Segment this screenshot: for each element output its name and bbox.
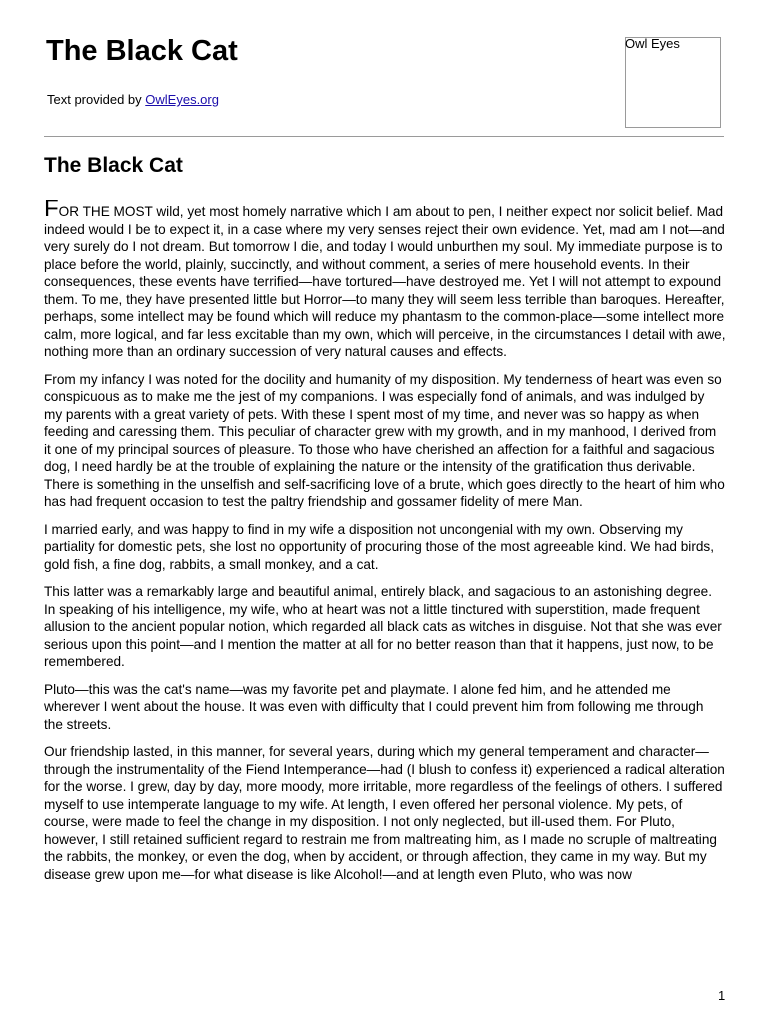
paragraph: This latter was a remarkably large and beautiful animal, entirely black, and sagacious to an astonishing degree. In speaking of his intelligence, my wife, who at heart was not a little tinctured with superstition, made frequent allusion to the ancient popular notion, which regarded all black cats as witches in disguise. Not that she was ever serious upon this point—and I mention the matter at all for no better reason than that it happens, just now, to be remembered.	[44, 584, 722, 669]
attribution-line	[47, 91, 219, 108]
paragraph: Our friendship lasted, in this manner, for several years, during which my general temperament and character—through the instrumentality of the Fiend Intemperance—had (I blush to confess it) experienced a radical alteration for the worse. I grew, day by day, more moody, more irritable, more regardless of the feelings of others. I suffered myself to use intemperate language to my wife. At length, I even offered her personal violence. My pets, of course, were made to feel the change in my disposition. I not only neglected, but ill-used them. For Pluto, however, I still retained sufficient regard to restrain me from maltreating him, as I made no scruple of maltreating the rabbits, the monkey, or even the dog, when by accident, or through affection, they came in my way. But my disease grew upon me—for what disease is like Alcohol!—and at length even Pluto, who was now	[44, 744, 725, 882]
paragraph: From my infancy I was noted for the docility and humanity of my disposition. My tenderness of heart was even so conspicuous as to make me the jest of my companions. I was especially fond of animals, and was indulged by my parents with a great variety of pets. With these I spent most of my time, and never was so happy as when feeding and caressing them. This peculiar of character grew with my growth, and in my manhood, I derived from it one of my principal sources of pleasure. To those who have cherished an affection for a faithful and sagacious dog, I need hardly be at the trouble of explaining the nature or the intensity of the gratification thus derivable. There is something in the unselfish and self-sacrificing love of a brute, which goes directly to the heart of him who has had frequent occasion to test the paltry friendship and gossamer fidelity of mere Man.	[44, 371, 725, 509]
attribution-prefix: Text provided by	[47, 92, 146, 107]
owl-eyes-logo	[625, 37, 721, 128]
paragraph: I married early, and was happy to find in my wife a disposition not uncongenial with my own. Observing my partiality for domestic pets, she lost no opportunity of procuring those of the most agreeable kind. We had birds, gold fish, a fine dog, rabbits, a small monkey, and a cat.	[44, 521, 714, 572]
document-title: The Black Cat	[46, 35, 238, 67]
paragraph-text: OR THE MOST wild, yet most homely narrative which I am about to pen, I neither expect nor solicit belief. Mad indeed would I be to expect it, in a case where my very senses reject their own evidence. Yet, mad am I not—and very surely do I not dream. But tomorrow I die, and today I would unburthen my soul. My immediate purpose is to place before the world, plainly, succinctly, and without comment, a series of mere household events. In their consequences, these events have terrified—have tortured—have destroyed me. Yet I will not attempt to expound them. To me, they have presented little but Horror—to many they will seem less terrible than baroques. Hereafter, perhaps, some intellect may be found which will reduce my phantasm to the common-place—some intellect more calm, more logical, and far less excitable than my own, which will perceive, in the circumstances I detail with awe, nothing more than an ordinary succession of very natural causes and effects.	[44, 204, 726, 359]
drop-cap: F	[44, 200, 59, 222]
story-body	[44, 200, 726, 982]
header-divider	[44, 136, 724, 137]
paragraph: Pluto—this was the cat's name—was my favorite pet and playmate. I alone fed him, and he attended me wherever I went about the house. It was even with difficulty that I could prevent him from following me through the streets.	[44, 681, 704, 732]
page-number: 1	[718, 988, 726, 1003]
owleyes-link[interactable]: OwlEyes.org	[145, 92, 219, 107]
logo-alt-text: Owl Eyes	[625, 36, 680, 51]
paragraph	[44, 200, 726, 361]
story-title: The Black Cat	[44, 154, 183, 177]
